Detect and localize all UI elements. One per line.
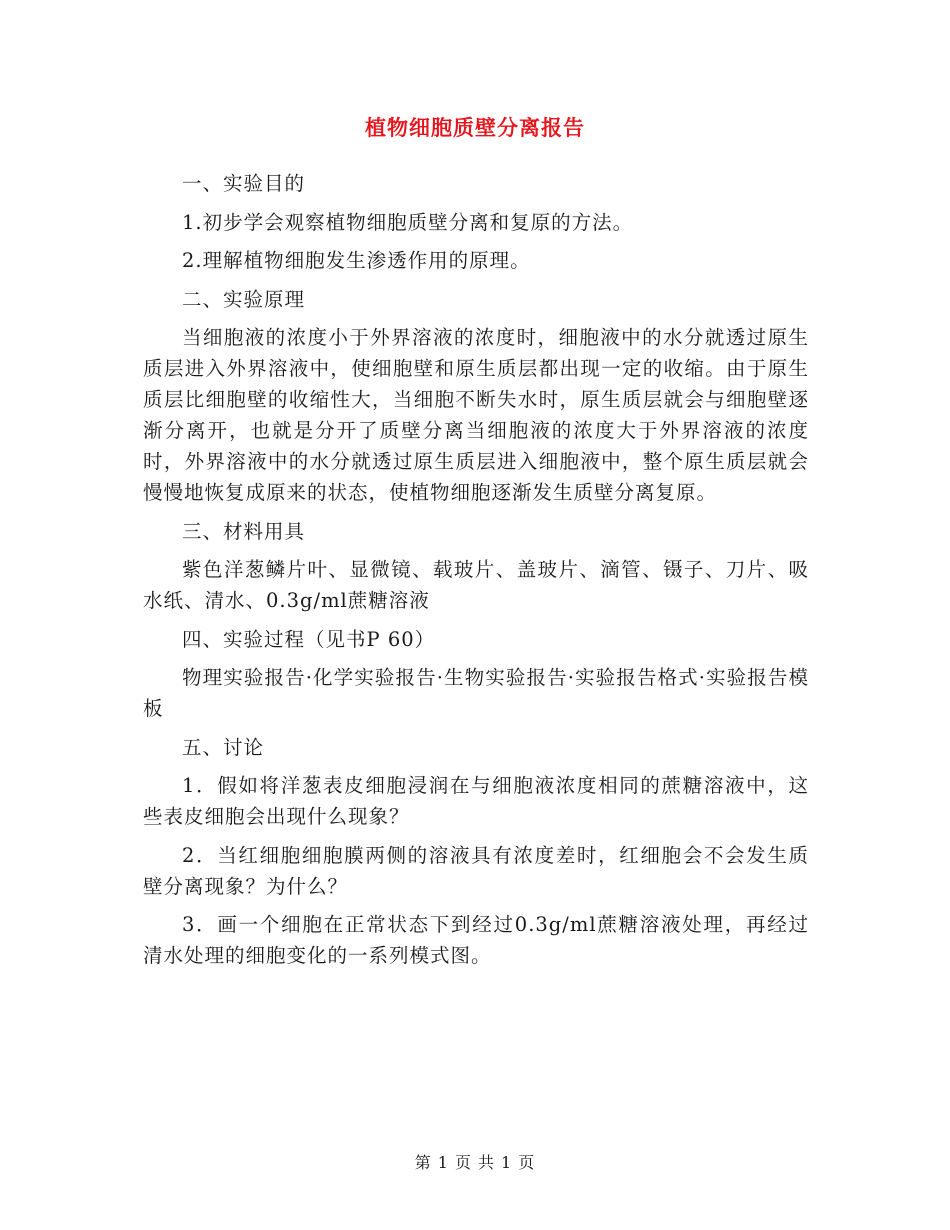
document-title: 植物细胞质壁分离报告 bbox=[365, 115, 585, 140]
discussion-question-1: 1．假如将洋葱表皮细胞浸润在与细胞液浓度相同的蔗糖溶液中，这些表皮细胞会出现什么现象？ bbox=[143, 774, 809, 828]
section-heading-procedure: 四、实验过程（见书P 60） bbox=[182, 627, 436, 651]
document-body bbox=[143, 168, 809, 979]
materials-paragraph: 紫色洋葱鳞片叶、显微镜、载玻片、盖玻片、滴管、镊子、刀片、吸水纸、清水、0.3g/ml蔗糖溶液 bbox=[143, 558, 809, 612]
footer-label-page: 第 bbox=[414, 1153, 432, 1172]
section-heading-purpose: 一、实验目的 bbox=[182, 172, 306, 195]
related-reports-line: 物理实验报告·化学实验报告·生物实验报告·实验报告格式·实验报告模板 bbox=[143, 666, 809, 720]
section-heading-materials: 三、材料用具 bbox=[182, 519, 306, 543]
footer-label-unit: 页 bbox=[454, 1153, 472, 1172]
purpose-item-1: 1.初步学会观察植物细胞质壁分离和复原的方法。 bbox=[182, 210, 634, 234]
principle-paragraph: 当细胞液的浓度小于外界溶液的浓度时，细胞液中的水分就透过原生质层进入外界溶液中，使细胞壁和原生质层都出现一定的收缩。由于原生质层比细胞壁的收缩性大，当细胞不断失水时，原生质层就会与细胞壁逐渐分离开，也就是分开了质壁分离当细胞液的浓度大于外界溶液的浓度时，外界溶液中的水分就透过原生质层进入细胞液中，整个原生质层就会慢慢地恢复成原来的状态，使植物细胞逐渐发生质壁分离复原。 bbox=[143, 326, 809, 504]
footer-label-total: 共 bbox=[478, 1153, 496, 1172]
discussion-question-3: 3．画一个细胞在正常状态下到经过0.3g/ml蔗糖溶液处理，再经过清水处理的细胞变化的一系列模式图。 bbox=[143, 913, 809, 967]
section-heading-discussion: 五、讨论 bbox=[182, 735, 265, 759]
discussion-question-2: 2．当红细胞细胞膜两侧的溶液具有浓度差时，红细胞会不会发生质壁分离现象？为什么？ bbox=[143, 843, 809, 898]
section-heading-principle: 二、实验原理 bbox=[182, 287, 306, 311]
purpose-item-2: 2.理解植物细胞发生渗透作用的原理。 bbox=[182, 249, 531, 272]
footer-total-pages: 1 bbox=[501, 1153, 513, 1172]
footer-current-page: 1 bbox=[437, 1153, 449, 1172]
footer-label-unit2: 页 bbox=[518, 1153, 536, 1172]
page-footer bbox=[0, 1150, 950, 1173]
